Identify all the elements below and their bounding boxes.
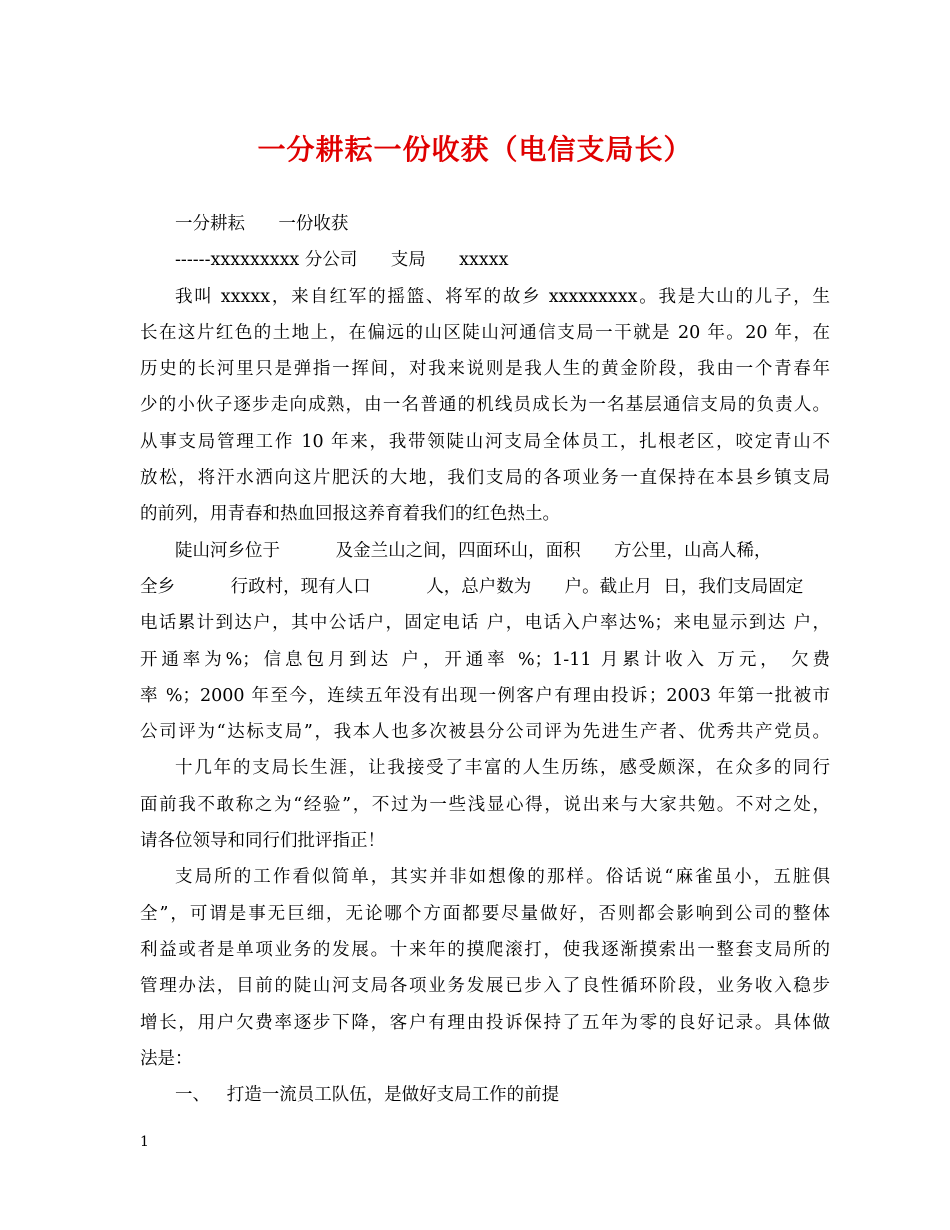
text-line: 率 %；2000 年至今，连续五年没有出现一例客户有理由投诉；2003 年第一批被市 bbox=[140, 685, 830, 706]
text-line: 开通率为%；信息包月到达 户，开通率 %；1-11 月累计收入 万元， 欠费 bbox=[140, 649, 830, 670]
text-line: 从事支局管理工作 10 年来，我带领陡山河支局全体员工，扎根老区，咬定青山不 bbox=[140, 431, 830, 452]
text-line: 历史的长河里只是弹指一挥间，对我来说则是我人生的黄金阶段，我由一个青春年 bbox=[140, 359, 830, 380]
text-line: 全乡 行政村，现有人口 人，总户数为 户。截止月 日，我们支局固定 bbox=[140, 576, 804, 597]
text-line: 一、 打造一流员工队伍，是做好支局工作的前提 bbox=[175, 1085, 560, 1106]
text-line: 我叫 xxxxx，来自红军的摇篮、将军的故乡 xxxxxxxxx。我是大山的儿子，生 bbox=[175, 286, 830, 307]
text-line: 电话累计到达户，其中公话户，固定电话 户，电话入户率达%；来电显示到达 户， bbox=[140, 613, 830, 634]
text-line: 请各位领导和同行们批评指正！ bbox=[140, 831, 385, 852]
text-line: 少的小伙子逐步走向成熟，由一名普通的机线员成长为一名基层通信支局的负责人。 bbox=[140, 395, 830, 416]
text-line: 陡山河乡位于 及金兰山之间，四面环山，面积 方公里，山高人稀， bbox=[175, 540, 772, 561]
text-line: 支局所的工作看似简单，其实并非如想像的那样。俗话说“麻雀虽小，五脏俱 bbox=[175, 867, 830, 888]
text-line: 一分耕耘 一份收获 bbox=[175, 214, 349, 234]
text-line: 面前我不敢称之为“经验”，不过为一些浅显心得，说出来与大家共勉。不对之处， bbox=[140, 794, 830, 815]
text-line: 十几年的支局长生涯，让我接受了丰富的人生历练，感受颇深，在众多的同行 bbox=[175, 758, 830, 779]
text-line: 管理办法，目前的陡山河支局各项业务发展已步入了良性循环阶段，业务收入稳步 bbox=[140, 976, 830, 997]
text-line: 公司评为“达标支局”，我本人也多次被县分公司评为先进生产者、优秀共产党员。 bbox=[140, 722, 830, 743]
text-line: 的前列，用青春和热血回报这养育着我们的红色热土。 bbox=[140, 504, 560, 525]
text-line: 长在这片红色的土地上，在偏远的山区陡山河通信支局一干就是 20 年。20 年，在 bbox=[140, 322, 830, 343]
text-line: ------xxxxxxxxx 分公司 支局 xxxxx bbox=[175, 250, 509, 271]
text-line: 利益或者是单项业务的发展。十来年的摸爬滚打，使我逐渐摸索出一整套支局所的 bbox=[140, 939, 830, 960]
text-line: 法是： bbox=[140, 1048, 193, 1069]
page-number: 1 bbox=[140, 1134, 149, 1150]
text-line: 放松，将汗水洒向这片肥沃的大地，我们支局的各项业务一直保持在本县乡镇支局 bbox=[140, 468, 830, 489]
document-title: 一分耕耘一份收获（电信支局长） bbox=[257, 133, 693, 166]
text-line: 全”，可谓是事无巨细，无论哪个方面都要尽量做好，否则都会影响到公司的整体 bbox=[140, 903, 830, 924]
text-line: 增长，用户欠费率逐步下降，客户有理由投诉保持了五年为零的良好记录。具体做 bbox=[140, 1012, 830, 1033]
document-body bbox=[140, 206, 830, 1113]
